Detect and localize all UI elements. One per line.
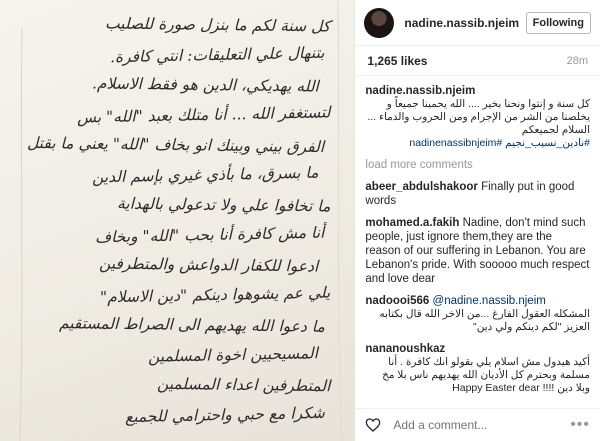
comment-text: المشكله العقول الفارغ ...من الاخر الله قال بكتابه العزيز "لكم دينكم ولي دين"	[379, 308, 590, 333]
handwritten-line: لتستغفر الله ... أنا متلك بعبد "الله" بس	[76, 103, 331, 127]
handwritten-line: المتطرفين اعداء المسلمين	[156, 374, 331, 396]
handwritten-line: أنا مش كافرة أنا بحب "الله" وبخاف	[94, 223, 325, 247]
handwritten-line: ما بسرق، ما بأذي غيري بإسم الدين	[91, 163, 319, 187]
comment-username[interactable]: nadoooi566	[365, 295, 430, 307]
caption	[365, 84, 590, 150]
comment-text: Finally put in good words	[365, 181, 575, 207]
caption-username[interactable]: nadine.nassib.njeim	[365, 85, 476, 97]
comment-text: Nadine, don't mind such people, just ignore them,they are the reason of our suffering in Lebanon. You are Lebanon's pride. With sooooo much respect and love dear	[365, 217, 590, 285]
header-username[interactable]: nadine.nassib.njeim	[404, 15, 520, 30]
likes-count[interactable]: 1,265 likes	[367, 53, 428, 68]
more-options-icon[interactable]: •••	[570, 416, 590, 433]
comment-item	[365, 294, 590, 334]
comment-text: أكيد هيدول مش اسلام يلي بقولو انك كافرة . أنا مسلمة وبحترم كل الأديان الله يهديهم ناس بلا مخ وبلا دين !!!! Happy Easter dear	[382, 356, 590, 394]
handwritten-line: ما تخافوا علي ولا تدعولي بالهداية	[116, 194, 331, 216]
caption-hashtags[interactable]: #نادين_نسيب_نجيم #nadinenassibnjeim	[409, 137, 590, 149]
comment-item	[365, 216, 590, 286]
handwritten-line: المسيحيين اخوة المسلمين	[148, 344, 319, 366]
post-age: 28m	[566, 54, 588, 67]
comments-list	[355, 76, 600, 395]
handwritten-line: ادعوا للكفار الدواعش والمتطرفين	[98, 254, 319, 276]
comment-username[interactable]: mohamed.a.fakih	[365, 217, 460, 229]
following-button[interactable]: Following	[526, 12, 591, 34]
add-comment-bar	[355, 408, 600, 441]
comment-item	[365, 180, 590, 208]
comment-username[interactable]: nananoushkaz	[365, 343, 446, 355]
handwritten-line: شكرا مع حبي واحترامي للجميع	[124, 403, 325, 427]
heart-icon[interactable]	[365, 417, 381, 433]
handwritten-line: بتنهال علي التعليقات: انتي كافرة.	[109, 43, 325, 67]
post-header	[355, 0, 600, 46]
comment-item	[365, 342, 590, 395]
add-comment-input[interactable]	[391, 417, 570, 433]
handwritten-line: الفرق بيني وبينك انو بخاف "الله" يعني ما بقتل	[27, 133, 325, 157]
caption-text: كل سنة و إنتوا ونحنا بخير .... الله يحمينا جميعاً و يخلصنا من الشر من الإجرام ومن الحروب والدماء ... السلام لجميعكم	[367, 98, 590, 136]
handwritten-line: يلي عم يشوهوا دينكم "دين الاسلام"	[100, 283, 331, 307]
post-stats	[355, 46, 600, 76]
comment-username[interactable]: abeer_abdulshakoor	[365, 181, 478, 193]
handwritten-line: ما دعوا الله يهديهم الى الصراط المستقيم	[58, 314, 325, 336]
load-more-comments-link[interactable]: load more comments	[365, 159, 473, 171]
comment-mention[interactable]: @nadine.nassib.njeim	[432, 295, 546, 307]
comments-panel	[354, 0, 600, 441]
handwritten-line: الله يهديكي، الدين هو فقط الاسلام.	[91, 74, 319, 96]
avatar[interactable]	[364, 8, 394, 38]
handwritten-line: كل سنة لكم ما بنزل صورة للصليب	[105, 14, 331, 36]
